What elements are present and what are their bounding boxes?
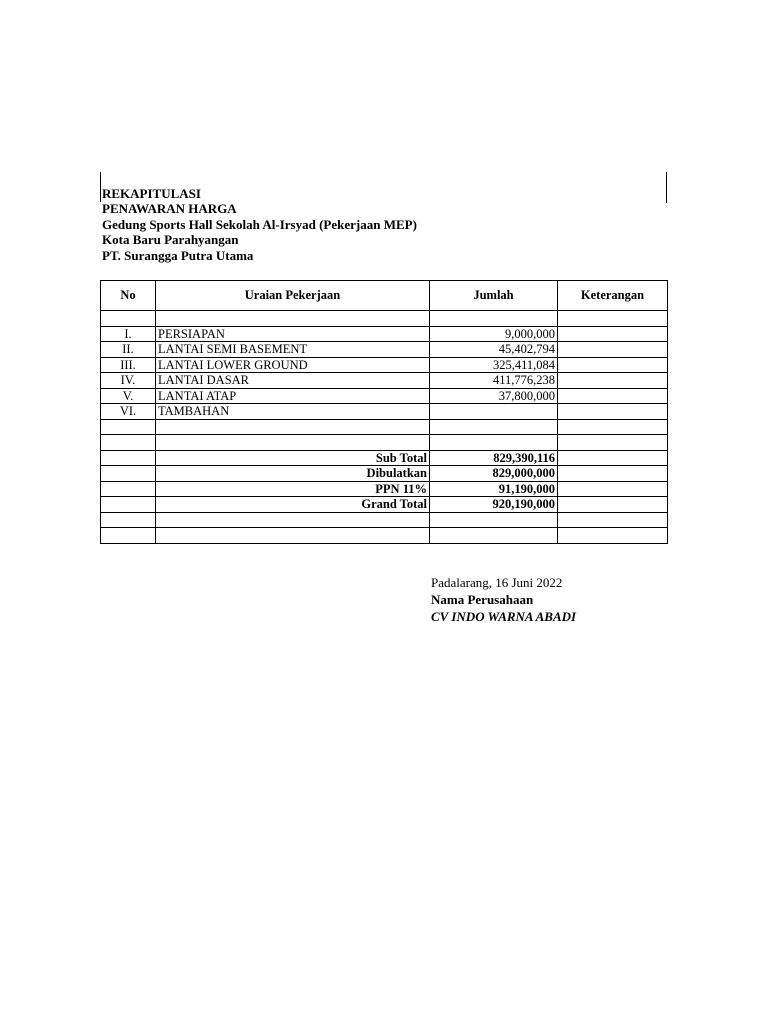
- summary-row: [101, 450, 668, 466]
- row-keterangan: [558, 373, 668, 389]
- company-label: Nama Perusahaan: [431, 592, 534, 607]
- table-row-empty: [101, 528, 668, 544]
- row-jumlah: 411,776,238: [430, 373, 558, 389]
- row-no: V.: [101, 388, 156, 404]
- header-jumlah: Jumlah: [430, 281, 558, 311]
- row-uraian: LANTAI DASAR: [156, 373, 430, 389]
- row-uraian: LANTAI LOWER GROUND: [156, 357, 430, 373]
- row-keterangan: [558, 342, 668, 358]
- recap-table: [100, 280, 668, 544]
- row-no: VI.: [101, 404, 156, 420]
- header-subtitle: PENAWARAN HARGA: [102, 201, 237, 217]
- row-keterangan: [558, 326, 668, 342]
- table-row-empty: [101, 419, 668, 435]
- table-row-empty: [101, 435, 668, 451]
- summary-row: [101, 497, 668, 513]
- summary-value: 829,000,000: [430, 466, 558, 482]
- summary-label: Dibulatkan: [156, 466, 430, 482]
- row-keterangan: [558, 388, 668, 404]
- header-no: No: [101, 281, 156, 311]
- summary-label: Grand Total: [156, 497, 430, 513]
- summary-value: 920,190,000: [430, 497, 558, 513]
- row-jumlah: 37,800,000: [430, 388, 558, 404]
- row-no: III.: [101, 357, 156, 373]
- summary-label: PPN 11%: [156, 481, 430, 497]
- document-header: [102, 186, 417, 263]
- row-jumlah: 45,402,794: [430, 342, 558, 358]
- header-uraian: Uraian Pekerjaan: [156, 281, 430, 311]
- table-row: [101, 388, 668, 404]
- summary-label: Sub Total: [156, 450, 430, 466]
- right-edge-mark: [666, 172, 667, 203]
- row-no: IV.: [101, 373, 156, 389]
- row-keterangan: [558, 357, 668, 373]
- summary-value: 91,190,000: [430, 481, 558, 497]
- table-row-empty: [101, 512, 668, 528]
- row-no: II.: [101, 342, 156, 358]
- header-location: Kota Baru Parahyangan: [102, 232, 239, 248]
- company-name: CV INDO WARNA ABADI: [431, 609, 577, 624]
- row-uraian: LANTAI SEMI BASEMENT: [156, 342, 430, 358]
- row-uraian: LANTAI ATAP: [156, 388, 430, 404]
- row-uraian: TAMBAHAN: [156, 404, 430, 420]
- summary-row: [101, 481, 668, 497]
- row-keterangan: [558, 404, 668, 420]
- table-header-row: [101, 281, 668, 311]
- left-edge-mark: [100, 172, 101, 202]
- table-row: [101, 357, 668, 373]
- place-date: Padalarang, 16 Juni 2022: [431, 575, 563, 590]
- summary-value: 829,390,116: [430, 450, 558, 466]
- row-jumlah: [430, 404, 558, 420]
- table-row: [101, 404, 668, 420]
- row-jumlah: 9,000,000: [430, 326, 558, 342]
- summary-row: [101, 466, 668, 482]
- header-owner: PT. Surangga Putra Utama: [102, 247, 254, 263]
- header-keterangan: Keterangan: [558, 281, 668, 311]
- header-project: Gedung Sports Hall Sekolah Al-Irsyad (Pekerjaan MEP): [102, 216, 417, 232]
- table-row: [101, 373, 668, 389]
- table-row-empty: [101, 311, 668, 327]
- row-no: I.: [101, 326, 156, 342]
- table-row: [101, 326, 668, 342]
- row-uraian: PERSIAPAN: [156, 326, 430, 342]
- table-row: [101, 342, 668, 358]
- row-jumlah: 325,411,084: [430, 357, 558, 373]
- header-title: REKAPITULASI: [102, 186, 201, 201]
- signature-block: [431, 574, 576, 625]
